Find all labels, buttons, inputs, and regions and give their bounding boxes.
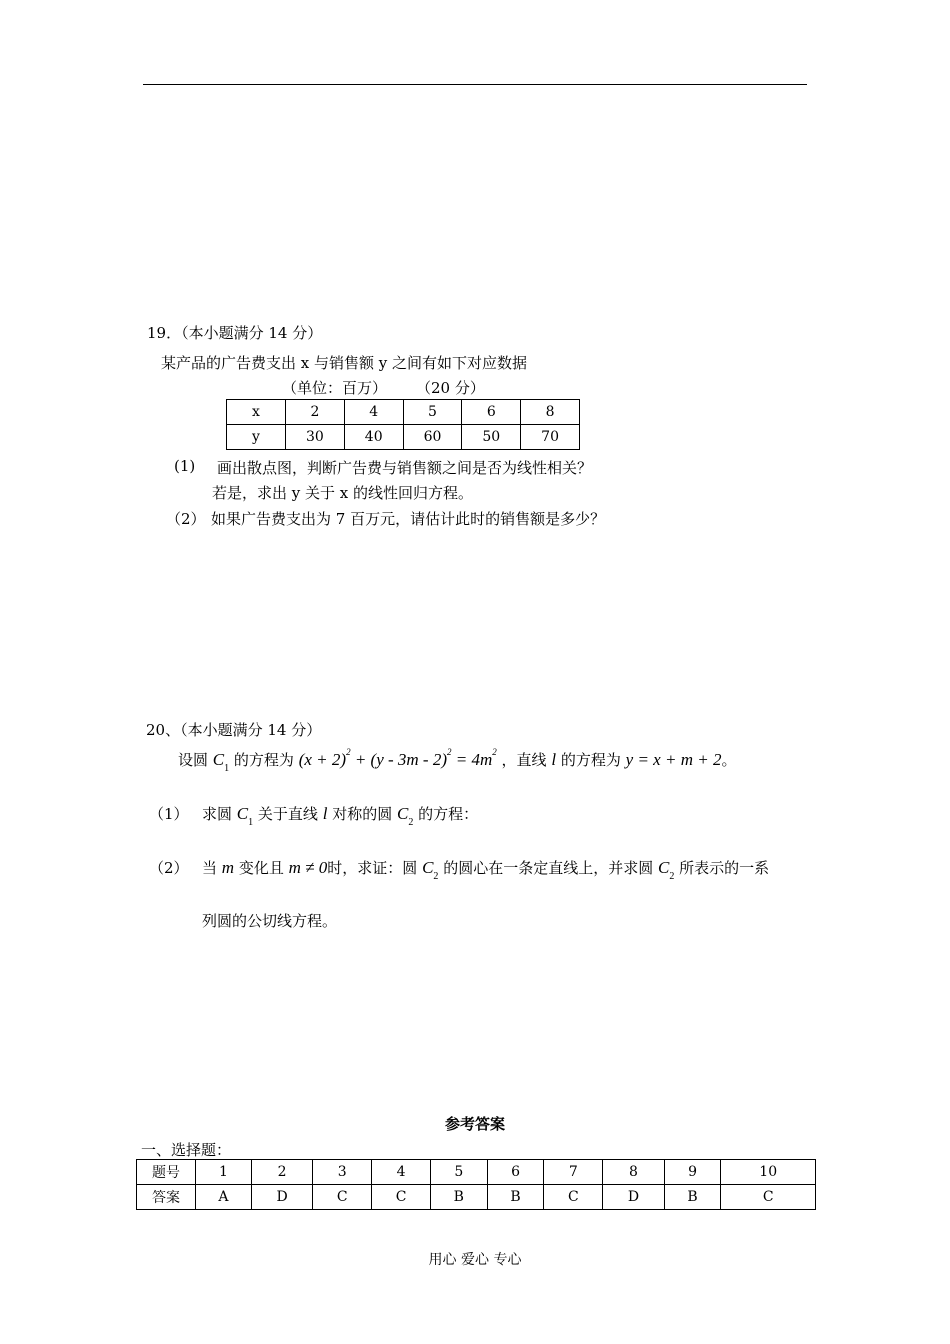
table-cell: 6 (487, 1160, 544, 1185)
q19-title: 19．（本小题满分 14 分） (147, 324, 323, 342)
table-cell: C (721, 1185, 816, 1210)
table-cell: 6 (462, 400, 521, 425)
table-cell: 50 (462, 425, 521, 450)
q20-part2-text-2: 列圆的公切线方程。 (202, 912, 338, 930)
table-cell: 5 (403, 400, 462, 425)
q19-part2-text: 如果广告费支出为 7 百万元，请估计此时的销售额是多少？ (211, 510, 606, 528)
q19-part2-number: （2） (166, 510, 206, 528)
line-equation: y = x + m + 2 (625, 750, 722, 769)
q19-intro: 某产品的广告费支出 x 与销售额 y 之间有如下对应数据 (161, 354, 528, 372)
q19-data-table (226, 399, 580, 450)
table-row (227, 425, 580, 450)
table-cell: 2 (286, 400, 345, 425)
q20-part1: 求圆 $C_1$ 关于直线 l 对称的圆 $C_2$ 的方程： (202, 804, 479, 828)
table-cell: D (251, 1185, 312, 1210)
table-cell: B (487, 1185, 544, 1210)
q20-line1 (178, 747, 737, 774)
table-cell: A (196, 1185, 252, 1210)
table-cell: C (313, 1185, 372, 1210)
q20-part1-number: （1） (149, 805, 189, 823)
circle-c2: $C_2$ (422, 858, 439, 882)
q20-title: 20、（本小题满分 14 分） (146, 721, 322, 739)
table-cell: C (372, 1185, 431, 1210)
circle-c1: $C_1$ (212, 750, 230, 774)
line-l: l (551, 750, 557, 769)
q19-part1-number: (1) (174, 457, 196, 475)
page-footer: 用心 爱心 专心 (428, 1252, 522, 1268)
circle-equation: $(x + 2)^2 + (y - 3m - 2)^2 = 4m^2$ (298, 747, 497, 769)
q20-line1-text-d: 的方程为 (560, 751, 621, 769)
q20-line1-text-a: 设圆 (178, 751, 209, 769)
line-l: l (322, 804, 328, 823)
table-cell: 40 (344, 425, 403, 450)
answers-section-title: 一、选择题： (141, 1141, 232, 1159)
table-cell: 8 (603, 1160, 664, 1185)
q19-unit: （单位：百万） (282, 379, 388, 397)
table-cell: 1 (196, 1160, 252, 1185)
table-cell: 60 (403, 425, 462, 450)
table-cell: 7 (544, 1160, 603, 1185)
table-cell: 70 (521, 425, 580, 450)
header-rule (143, 84, 807, 85)
answers-heading: 参考答案 (444, 1115, 505, 1133)
circle-c2: $C_2$ (397, 804, 414, 828)
table-row (137, 1185, 816, 1210)
table-cell: 3 (313, 1160, 372, 1185)
row-header-cell: x (227, 400, 286, 425)
q19-part1-text-2: 若是，求出 y 关于 x 的线性回归方程。 (212, 484, 474, 502)
row-header-cell: y (227, 425, 286, 450)
period: 。 (721, 751, 737, 769)
q20-line1-text-b: 的方程为 (233, 751, 294, 769)
table-cell: 10 (721, 1160, 816, 1185)
var-m: m (221, 858, 235, 877)
table-cell: 4 (372, 1160, 431, 1185)
m-not-zero: m ≠ 0 (288, 858, 328, 877)
circle-c1: $C_1$ (236, 804, 254, 828)
q20-part2: 当 m 变化且 m ≠ 0时，求证：圆 $C_2$ 的圆心在一条定直线上，并求圆 $C_2$ 所表示的一系 (202, 858, 770, 882)
table-cell: 9 (664, 1160, 721, 1185)
circle-c2: $C_2$ (657, 858, 675, 882)
answers-table (136, 1159, 816, 1210)
table-cell: 4 (344, 400, 403, 425)
table-cell: 2 (251, 1160, 312, 1185)
table-cell: 30 (286, 425, 345, 450)
q20-part2-number: （2） (149, 859, 189, 877)
table-cell: D (603, 1185, 664, 1210)
table-cell: C (544, 1185, 603, 1210)
table-cell: B (430, 1185, 487, 1210)
q20-line1-text-c: ，直线 (501, 751, 547, 769)
row-header-cell: 答案 (137, 1185, 196, 1210)
q19-score: （20 分） (416, 379, 485, 397)
row-header-cell: 题号 (137, 1160, 196, 1185)
table-row (137, 1160, 816, 1185)
q19-part1-text: 画出散点图，判断广告费与销售额之间是否为线性相关？ (217, 459, 593, 477)
table-row (227, 400, 580, 425)
table-cell: 8 (521, 400, 580, 425)
table-cell: 5 (430, 1160, 487, 1185)
table-cell: B (664, 1185, 721, 1210)
